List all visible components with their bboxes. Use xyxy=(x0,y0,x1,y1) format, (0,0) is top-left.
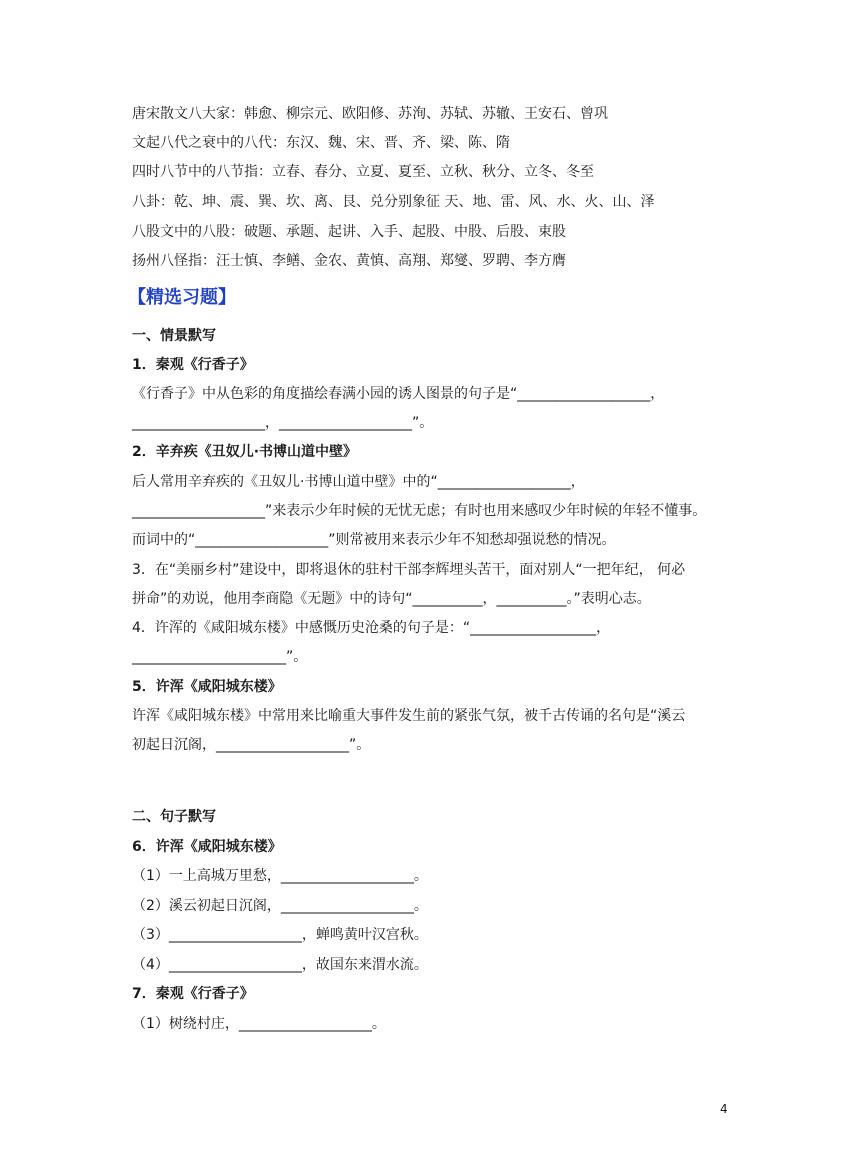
fact-eight-legged-essay: 八股文中的八股：破题、承题、起讲、入手、起股、中股、后股、束股 xyxy=(132,224,566,240)
question-5-title: 5．许浑《咸阳城东楼》 xyxy=(132,679,282,695)
question-2-title: 2．辛弃疾《丑奴儿·书博山道中壁》 xyxy=(132,444,358,460)
question-6-item-2: （2）溪云初起日沉阁，___________________。 xyxy=(132,898,428,914)
question-3-text: 3．在“美丽乡村”建设中，即将退休的驻村干部李辉埋头苦干，面对别人“一把年纪， 何必 xyxy=(132,562,686,578)
question-2-text: 后人常用辛弃疾的《丑奴儿·书博山道中壁》中的“___________________， xyxy=(132,474,585,490)
question-4-text: 4．许浑的《咸阳城东楼》中感慨历史沧桑的句子是：“__________________， xyxy=(132,620,611,636)
question-2-text-cont: ___________________”来表示少年时候的无忧无虑；有时也用来感叹少年时候的年轻不懂事。 xyxy=(132,503,707,519)
question-6-title: 6．许浑《咸阳城东楼》 xyxy=(132,839,282,855)
fact-yangzhou-eight: 扬州八怪指：汪士慎、李鳝、金农、黄慎、高翔、郑燮、罗聘、李方膺 xyxy=(132,253,566,269)
question-6-item-3: （3）___________________，蝉鸣黄叶汉宫秋。 xyxy=(132,927,428,943)
fact-eight-trigrams: 八卦：乾、坤、震、巽、坎、离、艮、兑分别象征 天、地、雷、风、水、火、山、泽 xyxy=(132,194,655,210)
question-1-text: 《行香子》中从色彩的角度描绘春满小园的诱人图景的句子是“___________________， xyxy=(132,386,665,402)
part2-title: 二、句子默写 xyxy=(132,809,216,825)
question-5-text: 许浑《咸阳城东楼》中常用来比喻重大事件发生前的紧张气氛，被千古传诵的名句是“溪云 xyxy=(132,708,686,724)
question-4-text-cont: ______________________”。 xyxy=(132,649,308,665)
question-3-text-cont: 拼命”的劝说，他用李商隐《无题》中的诗句“__________，__________。”表明心志。 xyxy=(132,591,651,607)
fact-eight-festivals: 四时八节中的八节指：立春、春分、立夏、夏至、立秋、秋分、立冬、冬至 xyxy=(132,164,594,180)
question-6-item-4: （4）___________________，故国东来渭水流。 xyxy=(132,957,428,973)
question-1-text-cont: ___________________，___________________”。 xyxy=(132,415,434,431)
question-6-item-1: （1）一上高城万里愁，___________________。 xyxy=(132,868,428,884)
section-title: 【精选习题】 xyxy=(128,287,236,308)
question-2-text-end: 而词中的“___________________”则常被用来表示少年不知愁却强说愁的情况。 xyxy=(132,532,616,548)
question-1-title: 1．秦观《行香子》 xyxy=(132,357,254,373)
question-5-text-cont: 初起日沉阁，___________________”。 xyxy=(132,737,371,753)
question-7-title: 7．秦观《行香子》 xyxy=(132,986,254,1002)
page-number: 4 xyxy=(720,1102,728,1116)
fact-tang-song-masters: 唐宋散文八大家：韩愈、柳宗元、欧阳修、苏洵、苏轼、苏辙、王安石、曾巩 xyxy=(132,106,608,122)
fact-eight-dynasties: 文起八代之衰中的八代：东汉、魏、宋、晋、齐、梁、陈、隋 xyxy=(132,135,510,151)
question-7-item-1: （1）树绕村庄，___________________。 xyxy=(132,1016,386,1032)
part1-title: 一、情景默写 xyxy=(132,328,216,344)
